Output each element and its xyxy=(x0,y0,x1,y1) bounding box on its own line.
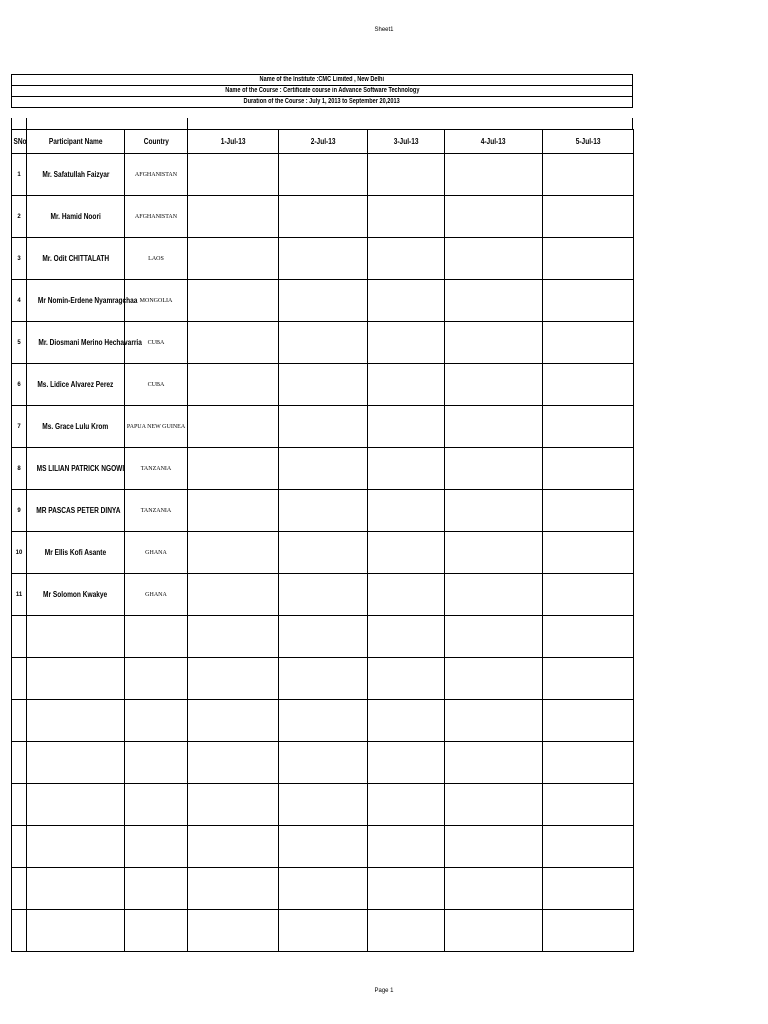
participant-name-cell: Mr Solomon Kwakye xyxy=(27,574,125,616)
attendance-cell xyxy=(279,532,368,574)
attendance-cell xyxy=(368,238,445,280)
attendance-cell xyxy=(188,532,279,574)
serial-number-cell: 5 xyxy=(12,322,27,364)
attendance-cell xyxy=(368,532,445,574)
attendance-cell xyxy=(445,196,543,238)
participant-name-cell: Mr Nomin-Erdene Nyamragchaa xyxy=(27,280,125,322)
column-header-date: 1-Jul-13 xyxy=(188,130,279,154)
participant-name-cell: Mr Ellis Kofi Asante xyxy=(27,532,125,574)
attendance-cell xyxy=(188,910,279,952)
attendance-cell xyxy=(368,826,445,868)
attendance-cell xyxy=(543,490,634,532)
attendance-cell xyxy=(543,532,634,574)
attendance-cell xyxy=(279,448,368,490)
attendance-cell xyxy=(188,280,279,322)
serial-number-cell: 2 xyxy=(12,196,27,238)
attendance-cell xyxy=(368,574,445,616)
table-row xyxy=(12,532,634,574)
participant-name-cell xyxy=(27,616,125,658)
participant-name-cell: MR PASCAS PETER DINYA xyxy=(27,490,125,532)
country-cell: GHANA xyxy=(125,532,188,574)
attendance-cell xyxy=(279,238,368,280)
attendance-cell xyxy=(188,574,279,616)
column-header-date: 5-Jul-13 xyxy=(543,130,634,154)
attendance-cell xyxy=(188,490,279,532)
institute-line xyxy=(12,75,632,86)
country-cell xyxy=(125,910,188,952)
attendance-cell xyxy=(445,700,543,742)
participant-name-cell xyxy=(27,868,125,910)
country-cell: TANZANIA xyxy=(125,490,188,532)
sheet-label: Sheet1 xyxy=(374,27,394,33)
attendance-cell xyxy=(279,322,368,364)
attendance-cell xyxy=(368,364,445,406)
attendance-cell xyxy=(543,742,634,784)
attendance-cell xyxy=(188,784,279,826)
serial-number-cell xyxy=(12,742,27,784)
attendance-cell xyxy=(279,364,368,406)
attendance-cell xyxy=(279,868,368,910)
attendance-cell xyxy=(368,700,445,742)
serial-number-cell: 10 xyxy=(12,532,27,574)
participant-name-cell xyxy=(27,826,125,868)
attendance-cell xyxy=(188,238,279,280)
attendance-cell xyxy=(368,616,445,658)
table-row xyxy=(12,238,634,280)
attendance-cell xyxy=(543,196,634,238)
country-cell: LAOS xyxy=(125,238,188,280)
country-cell xyxy=(125,658,188,700)
participant-name-cell: Mr. Odit CHITTALATH xyxy=(27,238,125,280)
participant-name-cell xyxy=(27,700,125,742)
table-row xyxy=(12,364,634,406)
table-row xyxy=(12,742,634,784)
attendance-cell xyxy=(543,322,634,364)
participant-name-cell: Ms. Lidice Alvarez Perez xyxy=(27,364,125,406)
serial-number-cell: 4 xyxy=(12,280,27,322)
country-cell: TANZANIA xyxy=(125,448,188,490)
attendance-cell xyxy=(279,700,368,742)
attendance-cell xyxy=(188,700,279,742)
course-header xyxy=(11,74,633,108)
attendance-cell xyxy=(445,826,543,868)
attendance-cell xyxy=(368,280,445,322)
attendance-cell xyxy=(543,658,634,700)
table-row xyxy=(12,658,634,700)
attendance-cell xyxy=(445,616,543,658)
attendance-cell xyxy=(543,826,634,868)
attendance-cell xyxy=(279,616,368,658)
attendance-cell xyxy=(543,700,634,742)
table-row xyxy=(12,406,634,448)
attendance-cell xyxy=(188,742,279,784)
attendance-cell xyxy=(279,742,368,784)
country-cell: GHANA xyxy=(125,574,188,616)
attendance-cell xyxy=(279,784,368,826)
attendance-cell xyxy=(279,574,368,616)
attendance-cell xyxy=(445,406,543,448)
participant-name-cell xyxy=(27,784,125,826)
attendance-cell xyxy=(279,154,368,196)
column-header-date: 2-Jul-13 xyxy=(279,130,368,154)
country-cell: CUBA xyxy=(125,322,188,364)
attendance-table xyxy=(11,129,634,952)
attendance-cell xyxy=(279,406,368,448)
country-cell: PAPUA NEW GUINEA xyxy=(125,406,188,448)
serial-number-cell xyxy=(12,616,27,658)
participant-name-cell: Ms. Grace Lulu Krom xyxy=(27,406,125,448)
course-line xyxy=(12,86,632,97)
page-number: Page 1 xyxy=(374,988,394,994)
column-header-date: 3-Jul-13 xyxy=(368,130,445,154)
duration-line xyxy=(12,97,632,108)
country-cell: AFGHANISTAN xyxy=(125,154,188,196)
institute-text: Name of the Institute :CMC Limited , New Delhi xyxy=(259,76,385,83)
participant-name-cell: Mr. Safatullah Faizyar xyxy=(27,154,125,196)
attendance-cell xyxy=(543,910,634,952)
serial-number-cell: 1 xyxy=(12,154,27,196)
table-row xyxy=(12,280,634,322)
attendance-cell xyxy=(445,910,543,952)
attendance-cell xyxy=(543,868,634,910)
attendance-cell xyxy=(368,868,445,910)
course-text: Name of the Course : Certificate course in Advance Software Technology xyxy=(224,87,420,94)
duration-text: Duration of the Course : July 1, 2013 to September 20,2013 xyxy=(243,98,401,105)
table-row xyxy=(12,196,634,238)
attendance-cell xyxy=(188,868,279,910)
attendance-cell xyxy=(188,154,279,196)
participant-name-cell: Mr. Diosmani Merino Hechavarria xyxy=(27,322,125,364)
attendance-cell xyxy=(543,238,634,280)
country-cell xyxy=(125,868,188,910)
serial-number-cell: 3 xyxy=(12,238,27,280)
table-row xyxy=(12,616,634,658)
attendance-cell xyxy=(279,196,368,238)
country-cell xyxy=(125,784,188,826)
table-row xyxy=(12,826,634,868)
serial-number-cell: 6 xyxy=(12,364,27,406)
column-header-sno: SNo xyxy=(12,130,27,154)
attendance-cell xyxy=(445,784,543,826)
attendance-cell xyxy=(188,322,279,364)
table-row xyxy=(12,490,634,532)
attendance-cell xyxy=(188,406,279,448)
table-row xyxy=(12,154,634,196)
attendance-cell xyxy=(445,238,543,280)
attendance-cell xyxy=(445,322,543,364)
participant-name-cell xyxy=(27,742,125,784)
attendance-cell xyxy=(445,658,543,700)
attendance-cell xyxy=(543,406,634,448)
attendance-cell xyxy=(368,490,445,532)
country-cell: MONGOLIA xyxy=(125,280,188,322)
country-cell xyxy=(125,700,188,742)
attendance-cell xyxy=(445,154,543,196)
attendance-cell xyxy=(445,868,543,910)
attendance-cell xyxy=(543,280,634,322)
participant-name-cell xyxy=(27,658,125,700)
attendance-cell xyxy=(368,910,445,952)
table-row xyxy=(12,910,634,952)
attendance-cell xyxy=(445,448,543,490)
serial-number-cell xyxy=(12,826,27,868)
attendance-cell xyxy=(188,196,279,238)
country-cell xyxy=(125,616,188,658)
serial-number-cell xyxy=(12,910,27,952)
column-header-country: Country xyxy=(125,130,188,154)
attendance-cell xyxy=(543,448,634,490)
attendance-cell xyxy=(368,322,445,364)
attendance-cell xyxy=(543,616,634,658)
attendance-cell xyxy=(279,910,368,952)
table-row xyxy=(12,868,634,910)
attendance-cell xyxy=(445,280,543,322)
table-row xyxy=(12,700,634,742)
attendance-cell xyxy=(543,364,634,406)
serial-number-cell: 11 xyxy=(12,574,27,616)
serial-number-cell xyxy=(12,658,27,700)
table-row xyxy=(12,322,634,364)
attendance-cell xyxy=(543,574,634,616)
attendance-cell xyxy=(188,448,279,490)
attendance-cell xyxy=(368,406,445,448)
attendance-cell xyxy=(445,364,543,406)
country-cell xyxy=(125,826,188,868)
column-header-participant-name: Participant Name xyxy=(27,130,125,154)
serial-number-cell: 9 xyxy=(12,490,27,532)
attendance-cell xyxy=(368,196,445,238)
table-row xyxy=(12,448,634,490)
attendance-cell xyxy=(279,280,368,322)
attendance-cell xyxy=(368,658,445,700)
attendance-cell xyxy=(279,658,368,700)
country-cell: CUBA xyxy=(125,364,188,406)
attendance-cell xyxy=(188,658,279,700)
attendance-cell xyxy=(543,784,634,826)
table-row xyxy=(12,784,634,826)
country-cell: AFGHANISTAN xyxy=(125,196,188,238)
participant-name-cell: MS LILIAN PATRICK NGOWI xyxy=(27,448,125,490)
attendance-cell xyxy=(445,490,543,532)
serial-number-cell: 7 xyxy=(12,406,27,448)
attendance-cell xyxy=(445,574,543,616)
attendance-cell xyxy=(279,490,368,532)
attendance-cell xyxy=(543,154,634,196)
serial-number-cell: 8 xyxy=(12,448,27,490)
attendance-cell xyxy=(368,448,445,490)
table-header-row xyxy=(12,130,634,154)
attendance-cell xyxy=(279,826,368,868)
serial-number-cell xyxy=(12,700,27,742)
attendance-cell xyxy=(188,616,279,658)
serial-number-cell xyxy=(12,868,27,910)
serial-number-cell xyxy=(12,784,27,826)
table-row xyxy=(12,574,634,616)
attendance-cell xyxy=(188,364,279,406)
column-header-date: 4-Jul-13 xyxy=(445,130,543,154)
attendance-cell xyxy=(368,154,445,196)
attendance-cell xyxy=(188,826,279,868)
participant-name-cell xyxy=(27,910,125,952)
attendance-cell xyxy=(368,742,445,784)
participant-name-cell: Mr. Hamid Noori xyxy=(27,196,125,238)
country-cell xyxy=(125,742,188,784)
attendance-cell xyxy=(445,532,543,574)
attendance-cell xyxy=(368,784,445,826)
attendance-cell xyxy=(445,742,543,784)
